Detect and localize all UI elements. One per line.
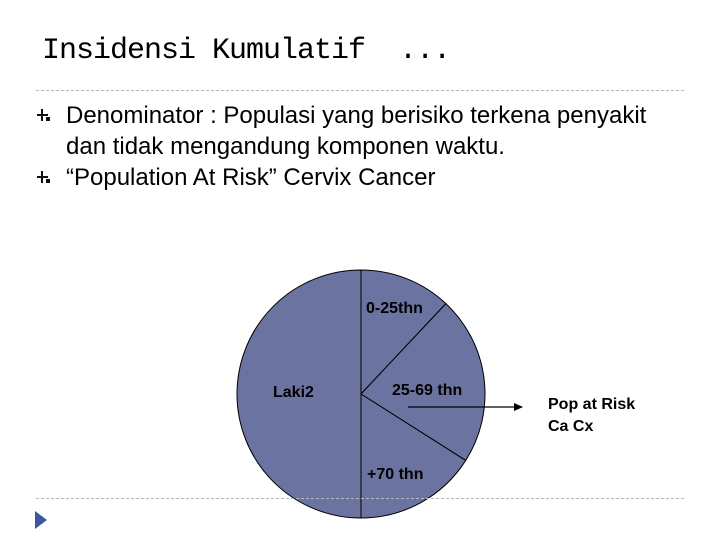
pie-label-70thn: +70 thn <box>367 466 424 483</box>
pie-label-0-25thn: 0-25thn <box>366 300 423 317</box>
next-slide-icon[interactable] <box>34 510 48 530</box>
pie-label-25-69thn: 25-69 thn <box>392 382 463 399</box>
page-title: Insidensi Kumulatif ... <box>42 34 451 68</box>
annotation-line-2: Ca Cx <box>548 418 594 435</box>
annotation-label <box>548 394 635 438</box>
bullet-text: “Population At Risk” Cervix Cancer <box>66 164 436 191</box>
bullet-text: Denominator : Populasi yang berisiko terkena penyakit dan tidak mengandung komponen waktu. <box>66 102 647 160</box>
annotation-line-1: Pop at Risk <box>548 396 636 413</box>
pie-label-laki2: Laki2 <box>273 384 314 401</box>
footer-divider <box>36 498 684 499</box>
